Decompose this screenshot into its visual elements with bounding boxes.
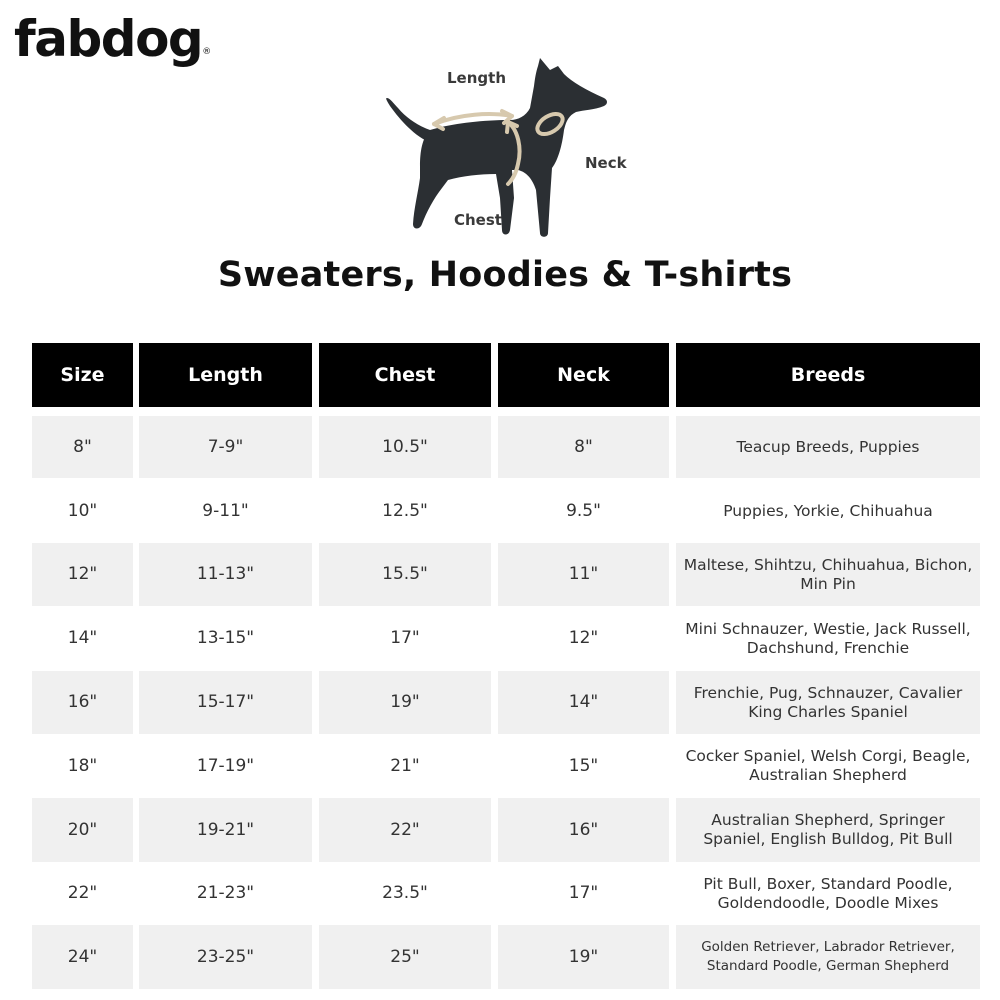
dog-measurement-illustration: [380, 48, 650, 248]
chest-cell: 15.5": [319, 543, 491, 606]
neck-cell: 8": [498, 416, 669, 478]
size-cell: 22": [32, 862, 133, 925]
breeds-cell: Golden Retriever, Labrador Retriever, Standard Poodle, German Shepherd: [676, 925, 980, 989]
length-cell: 23-25": [139, 925, 312, 989]
table-row: [32, 862, 980, 925]
length-cell: 19-21": [139, 798, 312, 862]
chest-cell: 23.5": [319, 862, 491, 925]
header-breeds: Breeds: [676, 343, 980, 407]
brand-logo-text: fabdog: [14, 10, 203, 68]
header-size: Size: [32, 343, 133, 407]
size-cell: 20": [32, 798, 133, 862]
chest-cell: 21": [319, 734, 491, 798]
breeds-cell: Mini Schnauzer, Westie, Jack Russell, Dachshund, Frenchie: [676, 606, 980, 671]
size-cell: 16": [32, 671, 133, 734]
size-cell: 14": [32, 606, 133, 671]
size-chart-table: [32, 343, 980, 991]
brand-logo[interactable]: [14, 4, 212, 74]
breeds-cell: Maltese, Shihtzu, Chihuahua, Bichon, Min Pin: [676, 543, 980, 606]
size-cell: 8": [32, 416, 133, 478]
header-neck: Neck: [498, 343, 669, 407]
length-cell: 7-9": [139, 416, 312, 478]
chest-cell: 17": [319, 606, 491, 671]
table-row: [32, 543, 980, 606]
table-row: [32, 479, 980, 543]
table-header-row: [32, 343, 980, 407]
size-cell: 10": [32, 479, 133, 543]
neck-cell: 17": [498, 862, 669, 925]
chest-cell: 25": [319, 925, 491, 989]
neck-cell: 16": [498, 798, 669, 862]
breeds-cell: Frenchie, Pug, Schnauzer, Cavalier King Charles Spaniel: [676, 671, 980, 734]
dog-silhouette: [413, 58, 607, 237]
neck-label: Neck: [585, 154, 627, 172]
size-cell: 24": [32, 925, 133, 989]
neck-cell: 15": [498, 734, 669, 798]
neck-cell: 14": [498, 671, 669, 734]
size-cell: 12": [32, 543, 133, 606]
chest-cell: 10.5": [319, 416, 491, 478]
chest-cell: 19": [319, 671, 491, 734]
chest-label: Chest: [454, 211, 502, 229]
length-cell: 15-17": [139, 671, 312, 734]
header-chest: Chest: [319, 343, 491, 407]
breeds-cell: Puppies, Yorkie, Chihuahua: [676, 479, 980, 543]
neck-cell: 11": [498, 543, 669, 606]
length-cell: 17-19": [139, 734, 312, 798]
breeds-cell: Pit Bull, Boxer, Standard Poodle, Goldendoodle, Doodle Mixes: [676, 862, 980, 925]
table-row: [32, 734, 980, 798]
length-cell: 21-23": [139, 862, 312, 925]
table-row: [32, 606, 980, 671]
chart-title: Sweaters, Hoodies & T-shirts: [217, 255, 793, 295]
breeds-cell: Cocker Spaniel, Welsh Corgi, Beagle, Australian Shepherd: [676, 734, 980, 798]
length-cell: 11-13": [139, 543, 312, 606]
length-cell: 9-11": [139, 479, 312, 543]
table-row: [32, 671, 980, 734]
neck-cell: 19": [498, 925, 669, 989]
length-cell: 13-15": [139, 606, 312, 671]
chest-cell: 12.5": [319, 479, 491, 543]
breeds-cell: Teacup Breeds, Puppies: [676, 416, 980, 478]
breeds-cell: Australian Shepherd, Springer Spaniel, English Bulldog, Pit Bull: [676, 798, 980, 862]
table-row: [32, 925, 980, 989]
size-cell: 18": [32, 734, 133, 798]
neck-cell: 9.5": [498, 479, 669, 543]
table-row: [32, 416, 980, 478]
header-length: Length: [139, 343, 312, 407]
table-row: [32, 798, 980, 862]
length-label: Length: [447, 69, 506, 87]
neck-cell: 12": [498, 606, 669, 671]
registered-mark: ®: [202, 47, 212, 57]
chest-cell: 22": [319, 798, 491, 862]
